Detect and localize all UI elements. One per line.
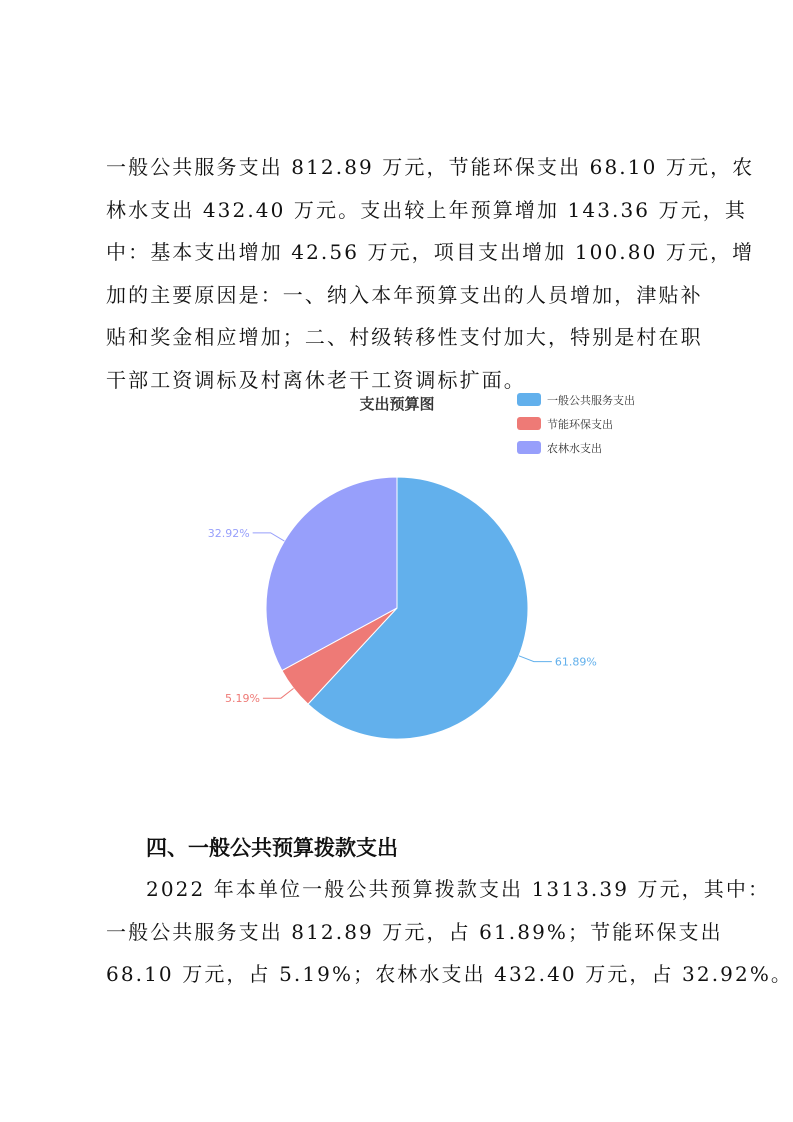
text-line: 加的主要原因是：一、纳入本年预算支出的人员增加，津贴补 [106,282,703,307]
text-line: 干部工资调标及村离休老干工资调标扩面。 [106,367,526,392]
text-line: 中：基本支出增加 42.56 万元，项目支出增加 100.80 万元，增 [106,240,755,264]
text-line: 一般公共服务支出 812.89 万元，占 61.89%；节能环保支出 [106,919,723,944]
label-leader-line [253,533,285,541]
text-line: 68.10 万元，占 5.19%；农林水支出 432.40 万元，占 32.92%。 [106,962,793,986]
chart-legend [517,393,635,455]
label-leader-line [519,656,552,662]
legend-label: 一般公共服务支出 [547,394,635,407]
label-general-public-services: 61.89% [554,655,597,669]
legend-swatch [517,417,541,430]
label-agriculture-forestry-water: 32.92% [207,526,250,540]
label-leader-line [263,688,294,698]
section-heading: 四、一般公共预算拨款支出 [146,836,398,860]
text-line: 2022 年本单位一般公共预算拨款支出 1313.39 万元，其中： [146,877,771,901]
expenditure-pie-chart [190,385,660,755]
chart-title: 支出预算图 [359,395,435,413]
legend-swatch [517,441,541,454]
legend-label: 农林水支出 [547,442,602,455]
text-line: 一般公共服务支出 812.89 万元，节能环保支出 68.10 万元，农 [106,155,755,179]
label-energy-environment: 5.19% [224,692,260,706]
text-line: 贴和奖金相应增加；二、村级转移性支付加大，特别是村在职 [106,325,703,349]
paragraph-budget-change [106,146,755,401]
legend-label: 节能环保支出 [547,418,613,431]
pie-slices [266,477,528,739]
text-line: 林水支出 432.40 万元。支出较上年预算增加 143.36 万元，其 [106,197,747,222]
legend-swatch [517,393,541,406]
paragraph-appropriation [106,868,793,996]
